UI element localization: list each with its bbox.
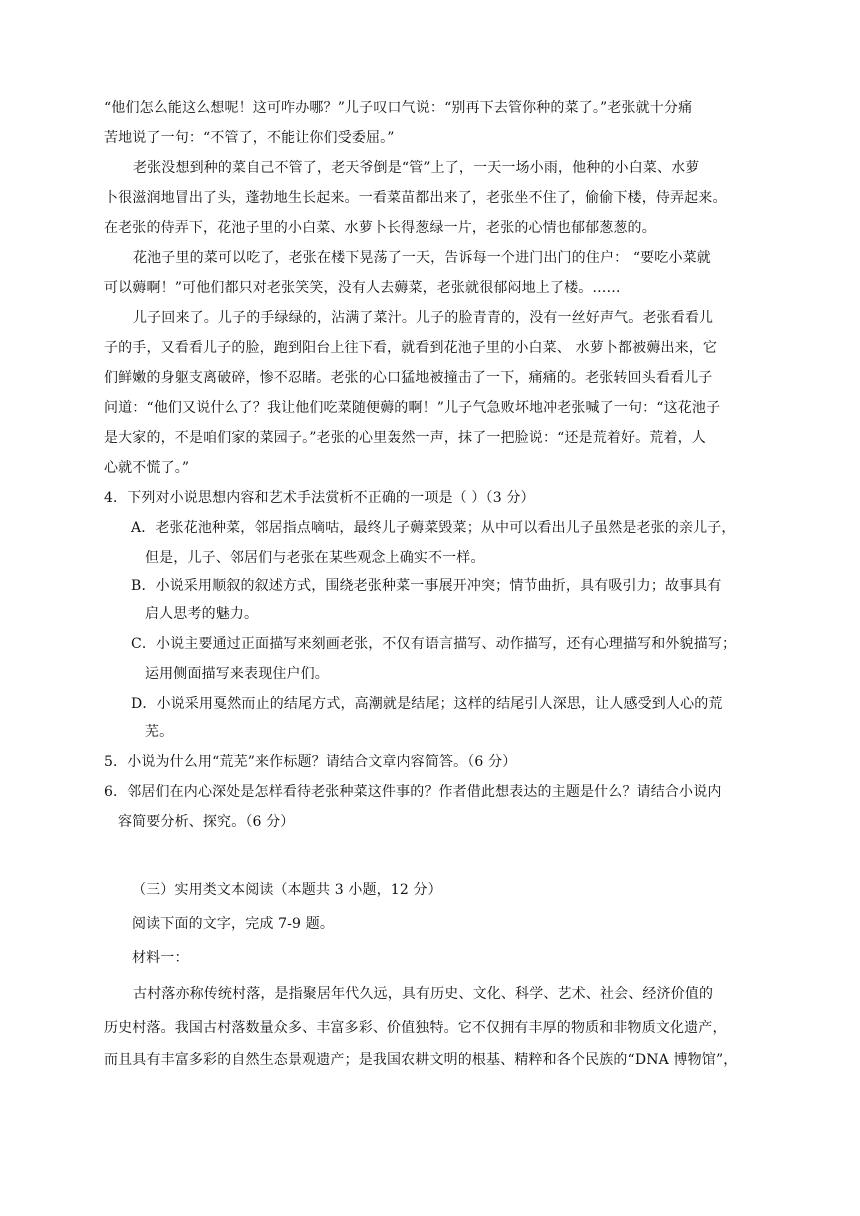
story-line: 子的手，又看看儿子的脸，跑到阳台上往下看，就看到花池子里的小白菜、 水萝卜都被薅出来，它 [104, 340, 718, 356]
question-stem: 4．下列对小说思想内容和艺术手法赏析不正确的一项是（ ）（3 分） [104, 490, 535, 506]
option-d: D．小说采用戛然而止的结尾方式，高潮就是结尾；这样的结尾引人深思，让人感受到人心的荒 [131, 696, 723, 712]
section-instruction: 阅读下面的文字，完成 7-9 题。 [132, 916, 334, 932]
story-line: 卜很滋润地冒出了头，蓬勃地生长起来。一看菜苗都出来了，老张坐不住了，偷偷下楼，侍弄起来。 [104, 190, 727, 206]
story-line: 苦地说了一句：“不管了，不能让你们受委屈。” [104, 130, 395, 146]
story-line: 可以薅啊！”可他们都只对老张笑笑，没有人去薅菜，老张就很郁闷地上了楼。…… [104, 280, 621, 296]
option-a: A．老张花池种菜，邻居指点嘀咕，最终儿子薅菜毁菜；从中可以看出儿子虽然是老张的亲儿子， [131, 520, 736, 536]
material-label: 材料一： [132, 950, 189, 966]
article-line: 历史村落。我国古村落数量众多、丰富多彩、价值独特。它不仅拥有丰厚的物质和非物质文化遗产， [104, 1020, 727, 1036]
option-c-cont: 运用侧面描写来表现住户们。 [145, 666, 329, 682]
question-stem-cont: 容简要分析、探究。（6 分） [118, 814, 295, 830]
question-stem: 5．小说为什么用“荒芜”来作标题？请结合文章内容简答。（6 分） [104, 754, 517, 770]
option-c: C．小说主要通过正面描写来刻画老张，不仅有语言描写、动作描写，还有心理描写和外貌描写； [131, 636, 737, 652]
story-line: 花池子里的菜可以吃了，老张在楼下晃荡了一天，告诉每一个进门出门的住户： “要吃小菜就 [133, 250, 711, 266]
option-b-cont: 启人思考的魅力。 [145, 606, 259, 622]
question-stem: 6．邻居们在内心深处是怎样看待老张种菜这件事的？作者借此想表达的主题是什么？请结合小说内 [104, 784, 722, 800]
option-d-cont: 芜。 [145, 724, 174, 740]
article-line: 而且具有丰富多彩的自然生态景观遗产；是我国农耕文明的根基、精粹和各个民族的“DNA 博物馆”， [104, 1052, 738, 1068]
option-a-cont: 但是，儿子、邻居们与老张在某些观念上确实不一样。 [145, 550, 485, 566]
story-line: “他们怎么能这么想呢！这可咋办哪？”儿子叹口气说：“别再下去管你种的菜了。”老张就十分痛 [104, 100, 693, 116]
article-line: 古村落亦称传统村落，是指聚居年代久远，具有历史、文化、科学、艺术、社会、经济价值的 [133, 986, 714, 1002]
option-b: B．小说采用顺叙的叙述方式，围绕老张种菜一事展开冲突；情节曲折，具有吸引力；故事具有 [131, 578, 722, 594]
story-line: 老张没想到种的菜自己不管了，老天爷倒是“管”上了，一天一场小雨，他种的小白菜、水萝 [133, 160, 700, 176]
story-line: 是大家的，不是咱们家的菜园子。”老张的心里轰然一声，抹了一把脸说：“还是荒着好。荒着，人 [104, 430, 706, 446]
story-line: 在老张的侍弄下，花池子里的小白菜、水萝卜长得葱绿一片，老张的心情也郁郁葱葱的。 [104, 220, 656, 236]
story-line: 心就不慌了。” [104, 460, 190, 476]
story-line: 们鲜嫩的身躯支离破碎，惨不忍睹。老张的心口猛地被撞击了一下，痛痛的。老张转回头看看儿子 [104, 370, 713, 386]
story-line: 问道：“他们又说什么了？我让他们吃菜随便薅的啊！”儿子气急败坏地冲老张喊了一句：“这花池子 [104, 400, 721, 416]
section-heading: （三）实用类文本阅读（本题共 3 小题，12 分） [132, 882, 442, 898]
story-line: 儿子回来了。儿子的手绿绿的，沾满了菜汁。儿子的脸青青的，没有一丝好声气。老张看看儿 [133, 310, 714, 326]
